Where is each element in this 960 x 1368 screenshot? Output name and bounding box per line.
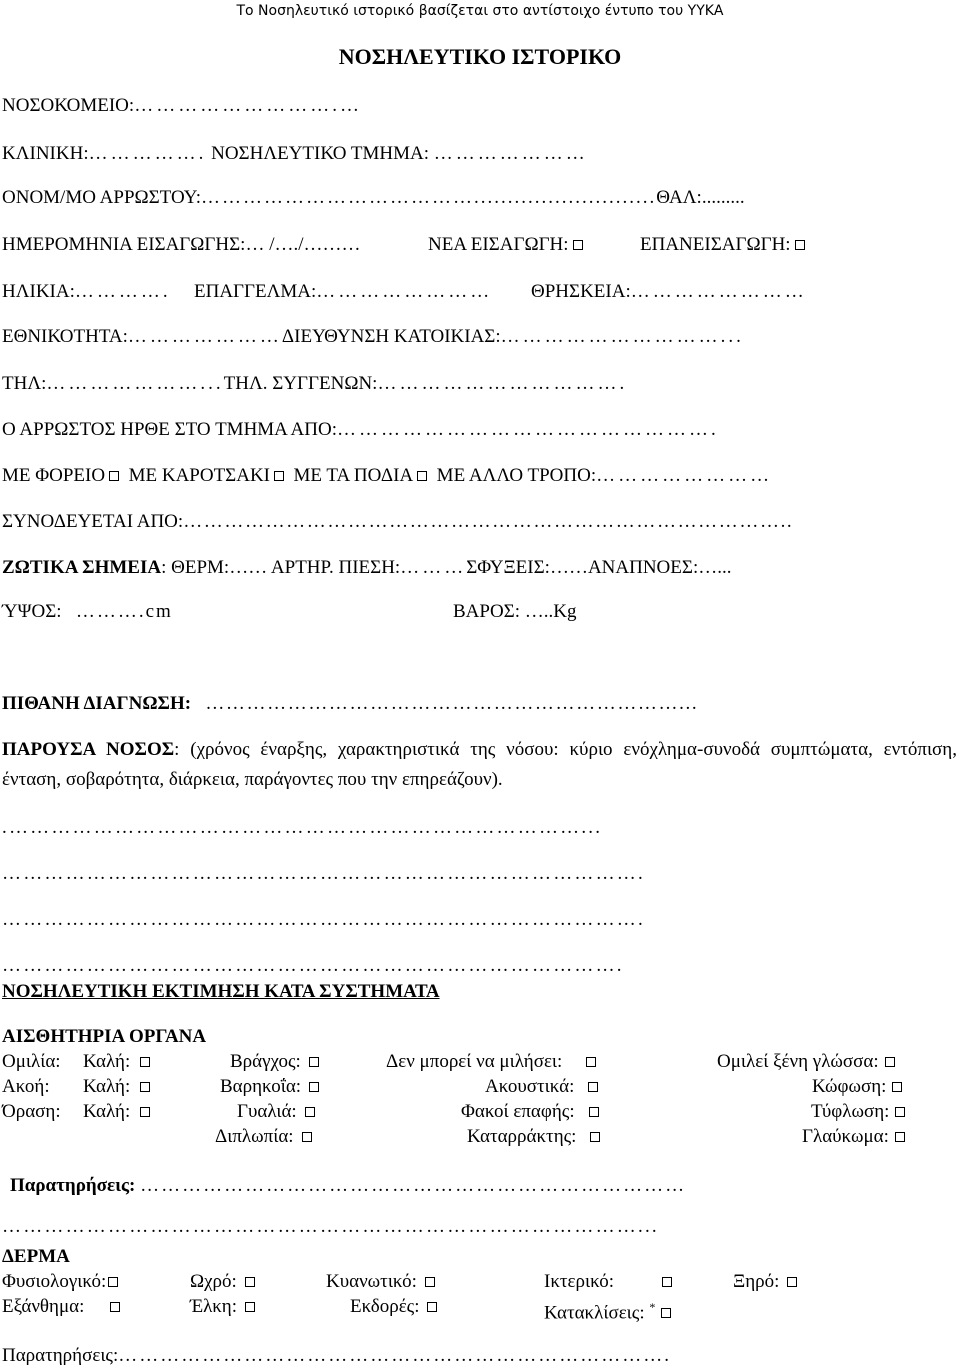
vision-blind-option (811, 1100, 905, 1124)
skin-abrasions-option (350, 1295, 437, 1319)
other-transport-field[interactable]: …………………… (596, 465, 773, 486)
vision-cataract-option (467, 1125, 600, 1149)
hospital-row (2, 94, 362, 118)
hearing-good-option (83, 1075, 150, 1099)
senses-title: ΑΙΣΘΗΤΗΡΙΑ ΟΡΓΑΝΑ (2, 1026, 207, 1047)
skin-dry-label: Ξηρό: (733, 1271, 780, 1292)
hearing-label: Ακοή: (2, 1076, 50, 1097)
skin-abrasions-checkbox[interactable] (427, 1302, 437, 1312)
vision-blind-checkbox[interactable] (895, 1107, 905, 1117)
new-admission-label: ΝΕΑ ΕΙΣΑΓΩΓΗ: (428, 234, 569, 255)
patient-name-row (2, 186, 745, 210)
patient-name-label: ΟΝΟΜ/ΜΟ ΑΡΡΩΣΤΟΥ: (2, 187, 201, 208)
skin-pale-checkbox[interactable] (245, 1277, 255, 1287)
clinic-row (2, 142, 588, 166)
admission-row (2, 233, 361, 257)
diagnosis-label: ΠΙΘΑΝΗ ΔΙΑΓΝΩΣΗ: (2, 693, 192, 714)
age-field[interactable]: …………. (74, 281, 171, 302)
skin-normal-checkbox[interactable] (108, 1277, 118, 1287)
skin-cyanotic-option (326, 1270, 435, 1294)
speech-hoarse-option (230, 1050, 319, 1074)
present-illness-label: ΠΑΡΟΥΣΑ ΝΟΣΟΣ (2, 739, 175, 760)
speech-foreign-checkbox[interactable] (885, 1057, 895, 1067)
phone-row (2, 372, 627, 396)
stretcher-label: ΜΕ ΦΟΡΕΙΟ (2, 465, 106, 486)
weight-group (453, 600, 577, 624)
header-note: Το Νοσηλευτικό ιστορικό βασίζεται στο αντίστοιχο έντυπο του ΥΥΚΑ (236, 3, 724, 19)
walking-checkbox[interactable] (417, 471, 427, 481)
vision-blind-label: Τύφλωση: (811, 1101, 890, 1122)
hearing-deaf-checkbox[interactable] (892, 1082, 902, 1092)
present-illness-line-1[interactable]: .………………………………………………………………………... (2, 817, 603, 838)
speech-hoarse-checkbox[interactable] (309, 1057, 319, 1067)
vision-good-checkbox[interactable] (140, 1107, 150, 1117)
skin-notes-field[interactable]: ……………………………………………………………………. (118, 1345, 671, 1366)
skin-rash-label: Εξάνθημα: (2, 1296, 85, 1317)
accompanied-label: ΣΥΝΟΔΕΥΕΤΑΙ ΑΠΟ: (2, 511, 184, 532)
arrived-from-label: Ο ΑΡΡΩΣΤΟΣ ΗΡΘΕ ΣΤΟ ΤΜΗΜΑ ΑΠΟ: (2, 419, 337, 440)
vision-glaucoma-label: Γλαύκωμα: (802, 1126, 889, 1147)
speech-label: Ομιλία: (2, 1051, 61, 1072)
hearing-hard-label: Βαρηκοΐα: (220, 1076, 302, 1097)
vision-glasses-label: Γυαλιά: (237, 1101, 297, 1122)
vision-glasses-option (237, 1100, 315, 1124)
speech-cannot-option (386, 1050, 596, 1074)
skin-bedsores-option (544, 1295, 671, 1325)
senses-notes-field[interactable]: …………………………………………………………………… (140, 1175, 687, 1196)
speech-foreign-label: Ομιλεί ξένη γλώσσα: (717, 1051, 879, 1072)
readmission-label: ΕΠΑΝΕΙΣΑΓΩΓΗ: (640, 234, 791, 255)
vision-good-label: Καλή: (83, 1101, 131, 1122)
skin-ulcers-option (190, 1295, 255, 1319)
address-field[interactable]: …………………………... (500, 326, 744, 347)
weight-field[interactable]: …..Kg (524, 601, 577, 622)
present-illness-paragraph (2, 735, 957, 795)
skin-jaundiced-label: Ικτερικό: (544, 1271, 615, 1292)
vision-lenses-label: Φακοί επαφής: (461, 1101, 575, 1122)
resp-label: ΑΝΑΠΝΟΕΣ: (587, 557, 699, 578)
vision-diplopia-checkbox[interactable] (302, 1132, 312, 1142)
skin-jaundiced-checkbox[interactable] (662, 1277, 672, 1287)
vitals-row (2, 556, 731, 580)
vision-lenses-checkbox[interactable] (589, 1107, 599, 1117)
present-illness-line-3[interactable]: ………………………………………………………………………………. (2, 909, 645, 930)
nationality-field[interactable]: ………………… (127, 326, 282, 347)
bp-field[interactable]: ……… (400, 557, 467, 578)
diagnosis-row (2, 692, 698, 716)
clinic-field[interactable]: ……………. (88, 143, 207, 164)
vision-cataract-checkbox[interactable] (590, 1132, 600, 1142)
hearing-good-checkbox[interactable] (140, 1082, 150, 1092)
hearing-deaf-label: Κώφωση: (812, 1076, 887, 1097)
skin-abrasions-label: Εκδορές: (350, 1296, 420, 1317)
speech-good-option (83, 1050, 150, 1074)
speech-hoarse-label: Βράγχος: (230, 1051, 301, 1072)
vision-glasses-checkbox[interactable] (305, 1107, 315, 1117)
temp-label: : ΘΕΡΜ: (161, 557, 230, 578)
admission-date-field[interactable]: … /…./……… (245, 234, 361, 255)
wheelchair-label: ΜΕ ΚΑΡΟΤΣΑΚΙ (128, 465, 271, 486)
hearing-aid-option (485, 1075, 598, 1099)
page-title: ΝΟΣΗΛΕΥΤΙΚΟ ΙΣΤΟΡΙΚΟ (338, 44, 622, 69)
bp-label: ΑΡΤΗΡ. ΠΙΕΣΗ: (270, 557, 401, 578)
vision-diplopia-label: Διπλωπία: (215, 1126, 294, 1147)
skin-dry-checkbox[interactable] (787, 1277, 797, 1287)
bed-label: ΘΑΛ: (656, 187, 702, 208)
nationality-row (2, 325, 744, 349)
pulse-label: ΣΦΥΞΕΙΣ: (466, 557, 550, 578)
vision-glaucoma-option (802, 1125, 905, 1149)
hearing-aid-checkbox[interactable] (588, 1082, 598, 1092)
skin-rash-checkbox[interactable] (110, 1302, 120, 1312)
pulse-field[interactable]: …… (549, 557, 588, 578)
walking-label: ΜΕ ΤΑ ΠΟΔΙΑ (293, 465, 414, 486)
present-illness-line-2[interactable]: ………………………………………………………………………………. (2, 863, 645, 884)
senses-notes-line-2[interactable]: ………………………………………………………………………………... (2, 1216, 659, 1237)
ward-field[interactable]: ………………… (433, 143, 588, 164)
weight-label: ΒΑΡΟΣ: (453, 601, 521, 622)
bedsores-asterisk: * (649, 1300, 656, 1314)
nationality-label: ΕΘΝΙΚΟΤΗΤΑ: (2, 326, 128, 347)
vision-good-option (83, 1100, 150, 1124)
job-group (194, 280, 492, 304)
arrived-from-field[interactable]: ……………………………………………. (337, 419, 719, 440)
skin-rash-option (2, 1295, 120, 1319)
speech-cannot-label: Δεν μπορεί να μιλήσει: (386, 1051, 563, 1072)
job-label: ΕΠΑΓΓΕΛΜΑ: (194, 281, 317, 302)
phone-label: ΤΗΛ: (2, 373, 47, 394)
skin-title: ΔΕΡΜΑ (2, 1246, 70, 1267)
senses-notes-label: Παρατηρήσεις: (10, 1175, 136, 1196)
skin-pale-label: Ωχρό: (190, 1271, 237, 1292)
relatives-phone-label: ΤΗΛ. ΣΥΓΓΕΝΩΝ: (223, 373, 378, 394)
other-transport-label: ΜΕ ΑΛΛΟ ΤΡΟΠΟ: (436, 465, 597, 486)
readmission-option (640, 233, 805, 257)
present-illness-line-4[interactable]: ……………………………………………………………………………. (2, 955, 624, 976)
religion-label: ΘΡΗΣΚΕΙΑ: (531, 281, 631, 302)
systems-title: ΝΟΣΗΛΕΥΤΙΚΗ ΕΚΤΙΜΗΣΗ ΚΑΤΑ ΣΥΣΤΗΜΑΤΑ (2, 981, 440, 1002)
resp-field[interactable]: …... (698, 557, 732, 578)
vision-cataract-label: Καταρράκτης: (467, 1126, 577, 1147)
speech-cannot-checkbox[interactable] (586, 1057, 596, 1067)
ward-label: ΝΟΣΗΛΕΥΤΙΚΟ ΤΜΗΜΑ: (211, 143, 430, 164)
speech-good-checkbox[interactable] (140, 1057, 150, 1067)
skin-notes-row (2, 1344, 671, 1368)
skin-pale-option (190, 1270, 255, 1294)
height-row (2, 600, 173, 624)
transport-row (2, 464, 772, 488)
hearing-hard-option (220, 1075, 319, 1099)
arrived-from-row (2, 418, 719, 442)
skin-jaundiced-option (544, 1270, 672, 1294)
present-illness-description: : (χρόνος έναρξης, χαρακτηριστικά της νόσου: κύριο ενόχλημα-συνοδά συμπτώματα, εντόπιση, ένταση, σοβαρότητα, διάρκεια, παράγοντες που την επηρεάζουν). (2, 739, 957, 790)
skin-normal-label: Φυσιολογικό: (2, 1271, 107, 1292)
diagnosis-field[interactable]: ……………………………………………………………... (205, 693, 699, 714)
new-admission-checkbox[interactable] (573, 240, 583, 250)
skin-dry-option (733, 1270, 797, 1294)
hearing-aid-label: Ακουστικά: (485, 1076, 575, 1097)
height-label: ΎΨΟΣ: (2, 601, 62, 622)
vision-glaucoma-checkbox[interactable] (895, 1132, 905, 1142)
hearing-good-label: Καλή: (83, 1076, 131, 1097)
address-label: ΔΙΕΥΘΥΝΣΗ ΚΑΤΟΙΚΙΑΣ: (281, 326, 501, 347)
temp-field[interactable]: …… (229, 557, 268, 578)
accompanied-row (2, 510, 793, 534)
vision-label: Όραση: (2, 1101, 61, 1122)
hearing-deaf-option (812, 1075, 902, 1099)
readmission-checkbox[interactable] (795, 240, 805, 250)
religion-group (531, 280, 807, 304)
clinic-label: ΚΛΙΝΙΚΗ: (2, 143, 89, 164)
speech-good-label: Καλή: (83, 1051, 131, 1072)
skin-bedsores-label: Κατακλίσεις: (544, 1302, 645, 1324)
age-label: ΗΛΙΚΙΑ: (2, 281, 75, 302)
skin-notes-label: Παρατηρήσεις: (2, 1345, 119, 1366)
religion-field[interactable]: …………………… (630, 281, 807, 302)
hospital-label: ΝΟΣΟΚΟΜΕΙΟ: (2, 95, 135, 116)
admission-date-label: ΗΜΕΡΟΜΗΝΙΑ ΕΙΣΑΓΩΓΗΣ: (2, 234, 246, 255)
skin-ulcers-label: Έλκη: (190, 1296, 238, 1317)
new-admission-option (428, 233, 583, 257)
skin-cyanotic-label: Κυανωτικό: (326, 1271, 417, 1292)
hearing-hard-checkbox[interactable] (309, 1082, 319, 1092)
speech-foreign-option (717, 1050, 895, 1074)
accompanied-field[interactable]: …………………………………………………………………………….. (183, 511, 794, 532)
vision-lenses-option (461, 1100, 599, 1124)
skin-ulcers-checkbox[interactable] (245, 1302, 255, 1312)
demographics-row (2, 280, 171, 304)
height-field[interactable]: ……….cm (75, 601, 173, 622)
phone-field[interactable]: …………………... (46, 373, 224, 394)
skin-normal-option (2, 1270, 118, 1294)
bed-field[interactable]: ......... (701, 187, 745, 208)
stretcher-checkbox[interactable] (109, 471, 119, 481)
vitals-label: ΖΩΤΙΚΑ ΣΗΜΕΙΑ (2, 557, 162, 578)
wheelchair-checkbox[interactable] (274, 471, 284, 481)
vision-diplopia-option (215, 1125, 312, 1149)
skin-bedsores-checkbox[interactable] (661, 1308, 671, 1318)
patient-name-field[interactable]: …………………………………........................... (201, 187, 657, 208)
relatives-phone-field[interactable]: ……………………………. (377, 373, 628, 394)
senses-notes-row (10, 1174, 686, 1198)
job-field[interactable]: …………………… (316, 281, 493, 302)
hospital-field[interactable]: ……………………….… (134, 95, 362, 116)
skin-cyanotic-checkbox[interactable] (425, 1277, 435, 1287)
